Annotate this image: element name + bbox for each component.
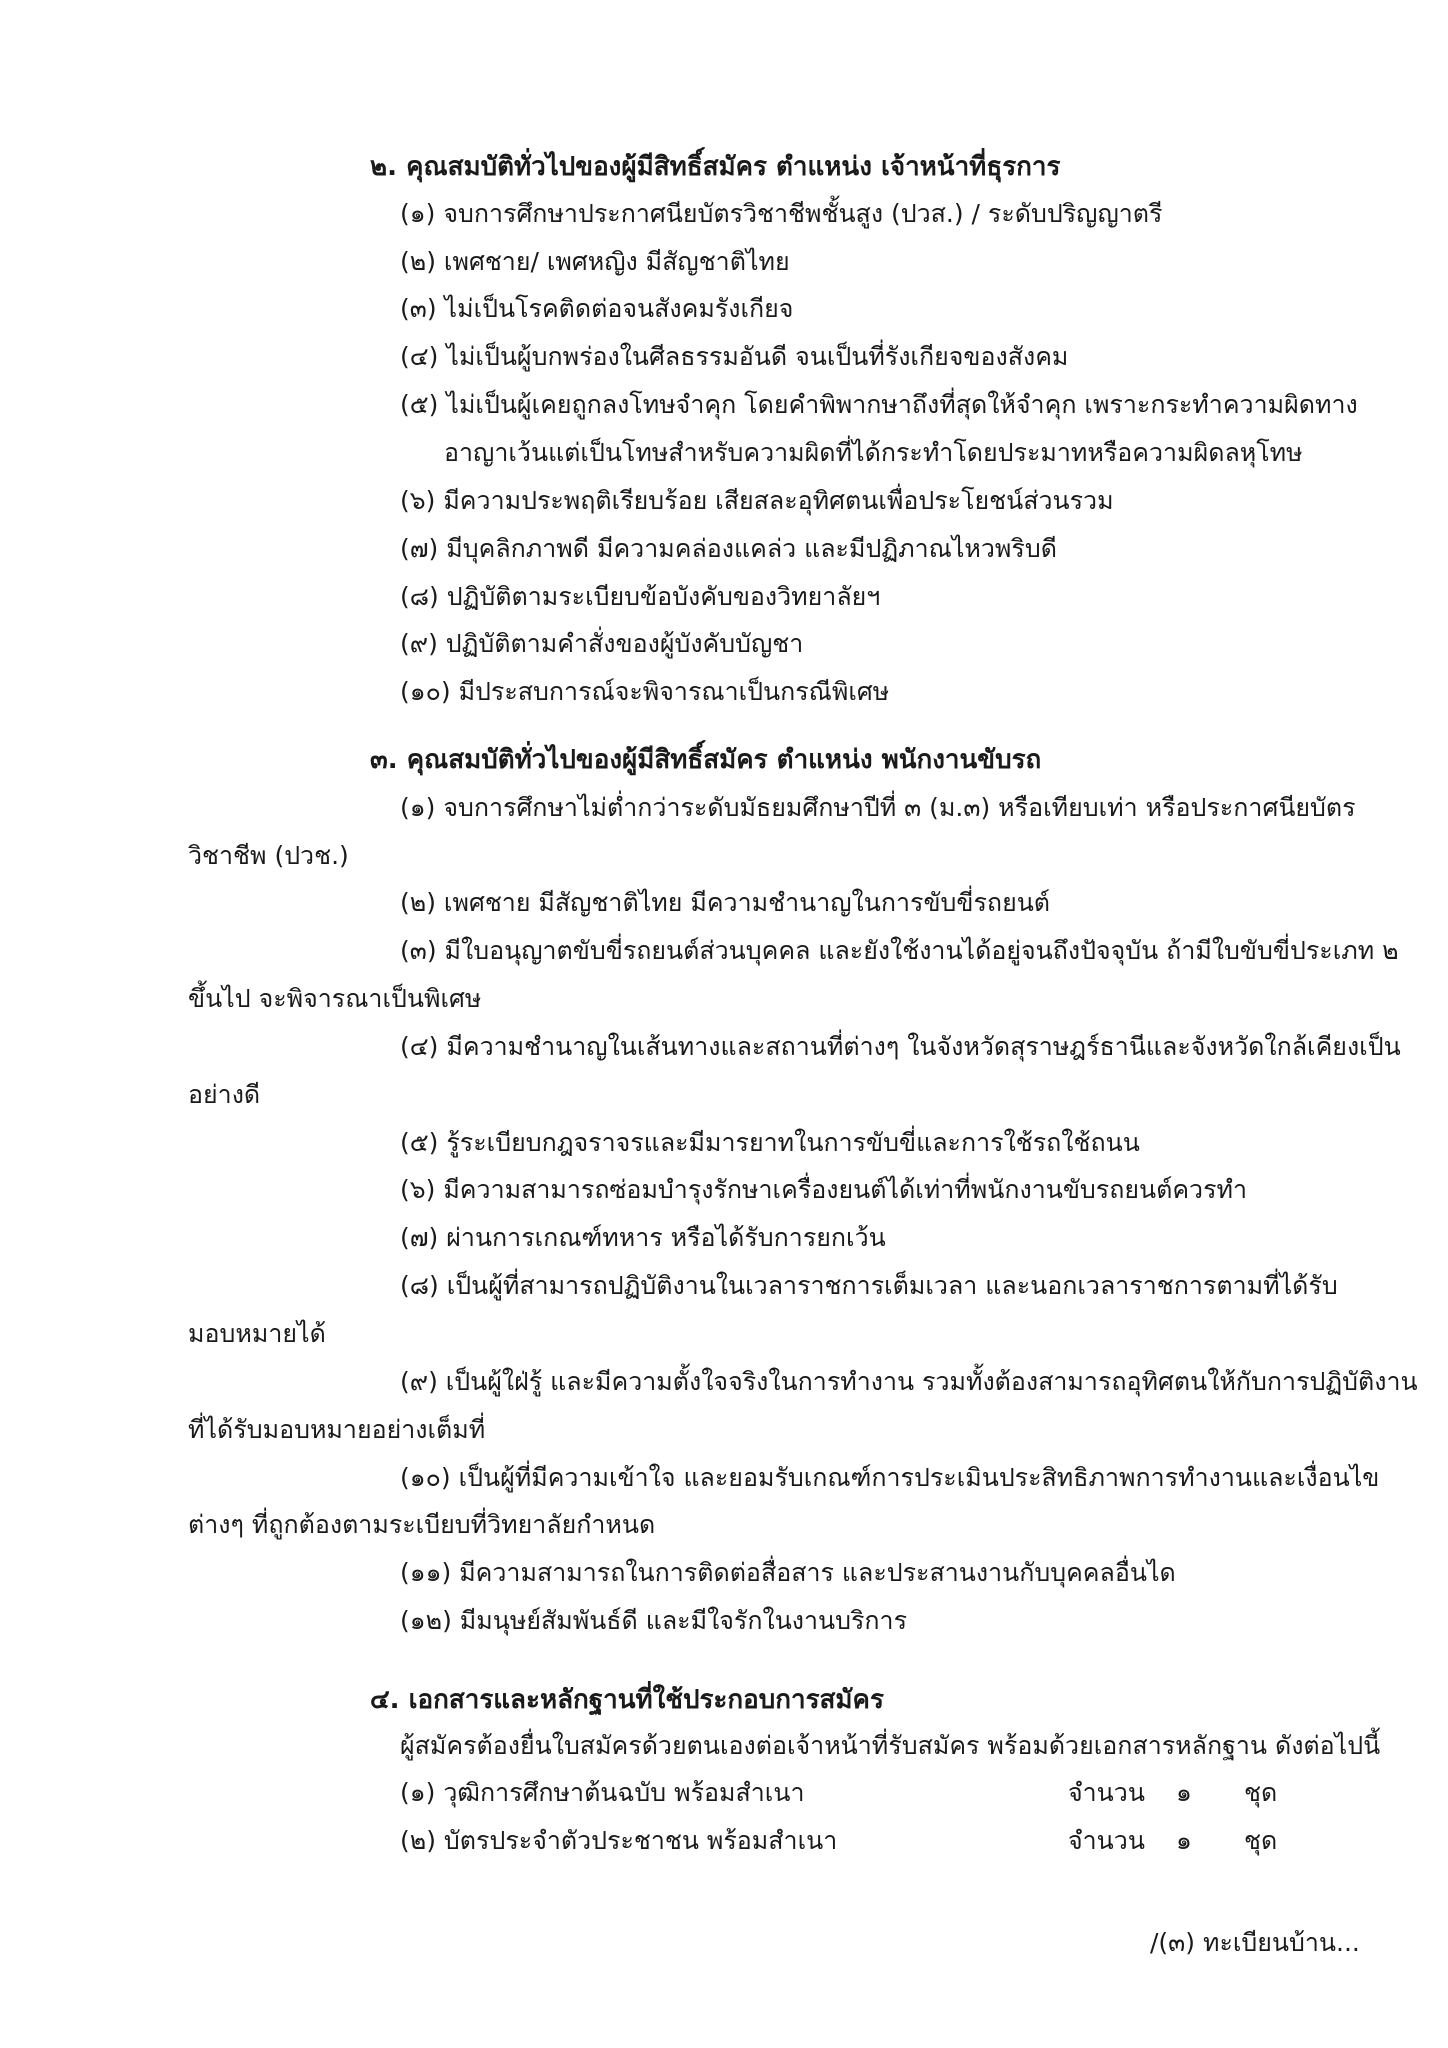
section-3-item-4-cont: อย่างดี <box>188 1080 261 1109</box>
section-3-item-7: (๗) ผ่านการเกณฑ์ทหาร หรือได้รับการยกเว้น <box>400 1223 886 1252</box>
section-3-item-4: (๔) มีความชำนาญในเส้นทางและสถานที่ต่างๆ ในจังหวัดสุราษฎร์ธานีและจังหวัดใกล้เคียงเป็น <box>400 1032 1401 1061</box>
document-unit: ชุด <box>1244 1778 1278 1807</box>
section-2-item-4: (๔) ไม่เป็นผู้บกพร่องในศีลธรรมอันดี จนเป็นที่รังเกียจของสังคม <box>400 342 1069 371</box>
section-3-item-12: (๑๒) มีมนุษย์สัมพันธ์ดี และมีใจรักในงานบริการ <box>400 1606 908 1635</box>
section-2-item-10: (๑๐) มีประสบการณ์จะพิจารณาเป็นกรณีพิเศษ <box>400 677 890 706</box>
section-3-item-1-cont: วิชาชีพ (ปวช.) <box>188 841 349 870</box>
section-3-item-6: (๖) มีความสามารถซ่อมบำรุงรักษาเครื่องยนต์ได้เท่าที่พนักงานขับรถยนต์ควรทำ <box>400 1175 1248 1204</box>
section-2-heading: ๒. คุณสมบัติทั่วไปของผู้มีสิทธิ์สมัคร ตำแหน่ง เจ้าหน้าที่ธุรการ <box>370 152 1061 182</box>
next-page-continuation: /(๓) ทะเบียนบ้าน... <box>1150 1928 1360 1957</box>
section-2-item-3: (๓) ไม่เป็นโรคติดต่อจนสังคมรังเกียจ <box>400 294 794 323</box>
section-3-item-1: (๑) จบการศึกษาไม่ต่ำกว่าระดับมัธยมศึกษาปีที่ ๓ (ม.๓) หรือเทียบเท่า หรือประกาศนียบัตร <box>400 793 1356 822</box>
document-unit: ชุด <box>1244 1826 1278 1855</box>
section-2-item-2: (๒) เพศชาย/ เพศหญิง มีสัญชาติไทย <box>400 247 790 276</box>
section-3-item-11: (๑๑) มีความสามารถในการติดต่อสื่อสาร และประสานงานกับบุคคลอื่นได <box>400 1558 1176 1587</box>
section-3-item-3: (๓) มีใบอนุญาตขับขี่รถยนต์ส่วนบุคคล และยังใช้งานได้อยู่จนถึงปัจจุบัน ถ้ามีใบขับขี่ประเภท ๒ <box>400 936 1399 965</box>
section-4-heading: ๔. เอกสารและหลักฐานที่ใช้ประกอบการสมัคร <box>370 1685 884 1715</box>
section-2-item-5-cont: อาญาเว้นแต่เป็นโทษสำหรับความผิดที่ได้กระทำโดยประมาทหรือความผิดลหุโทษ <box>444 438 1303 467</box>
section-3-heading: ๓. คุณสมบัติทั่วไปของผู้มีสิทธิ์สมัคร ตำแหน่ง พนักงานขับรถ <box>370 745 1042 775</box>
document-item: (๒) บัตรประจำตัวประชาชน พร้อมสำเนา <box>400 1826 838 1855</box>
section-3-item-9-cont: ที่ได้รับมอบหมายอย่างเต็มที่ <box>188 1415 486 1444</box>
section-3-item-5: (๕) รู้ระเบียบกฎจราจรและมีมารยาทในการขับขี่และการใช้รถใช้ถนน <box>400 1128 1140 1157</box>
section-2-item-9: (๙) ปฏิบัติตามคำสั่งของผู้บังคับบัญชา <box>400 629 804 658</box>
document-item: (๑) วุฒิการศึกษาต้นฉบับ พร้อมสำเนา <box>400 1778 805 1807</box>
section-3-item-10: (๑๐) เป็นผู้ที่มีความเข้าใจ และยอมรับเกณฑ์การประเมินประสิทธิภาพการทำงานและเงื่อนไข <box>400 1463 1380 1492</box>
document-qty: ๑ <box>1176 1778 1192 1807</box>
section-4-intro: ผู้สมัครต้องยื่นใบสมัครด้วยตนเองต่อเจ้าหน้าที่รับสมัคร พร้อมด้วยเอกสารหลักฐาน ดังต่อไปนี้ <box>400 1731 1381 1760</box>
section-2-item-8: (๘) ปฏิบัติตามระเบียบข้อบังคับของวิทยาลัยฯ <box>400 582 881 611</box>
section-3-item-8: (๘) เป็นผู้ที่สามารถปฏิบัติงานในเวลาราชการเต็มเวลา และนอกเวลาราชการตามที่ได้รับ <box>400 1271 1338 1300</box>
document-qty-label: จำนวน <box>1068 1826 1145 1855</box>
document-qty-label: จำนวน <box>1068 1778 1145 1807</box>
section-2-item-6: (๖) มีความประพฤติเรียบร้อย เสียสละอุทิศตนเพื่อประโยชน์ส่วนรวม <box>400 486 1114 515</box>
section-3-item-10-cont: ต่างๆ ที่ถูกต้องตามระเบียบที่วิทยาลัยกำหนด <box>188 1510 656 1539</box>
document-qty: ๑ <box>1176 1826 1192 1855</box>
section-2-item-1: (๑) จบการศึกษาประกาศนียบัตรวิชาชีพชั้นสูง (ปวส.) / ระดับปริญญาตรี <box>400 199 1163 228</box>
section-2-item-5: (๕) ไม่เป็นผู้เคยถูกลงโทษจำคุก โดยคำพิพากษาถึงที่สุดให้จำคุก เพราะกระทำความผิดทาง <box>400 390 1358 419</box>
section-3-item-3-cont: ขึ้นไป จะพิจารณาเป็นพิเศษ <box>188 984 482 1013</box>
section-3-item-8-cont: มอบหมายได้ <box>188 1319 326 1348</box>
section-2-item-7: (๗) มีบุคลิกภาพดี มีความคล่องแคล่ว และมีปฏิภาณไหวพริบดี <box>400 534 1057 563</box>
section-3-item-9: (๙) เป็นผู้ใฝ่รู้ และมีความตั้งใจจริงในการทำงาน รวมทั้งต้องสามารถอุทิศตนให้กับการปฏิบัติงาน <box>400 1367 1418 1396</box>
section-3-item-2: (๒) เพศชาย มีสัญชาติไทย มีความชำนาญในการขับขี่รถยนต์ <box>400 888 1051 917</box>
